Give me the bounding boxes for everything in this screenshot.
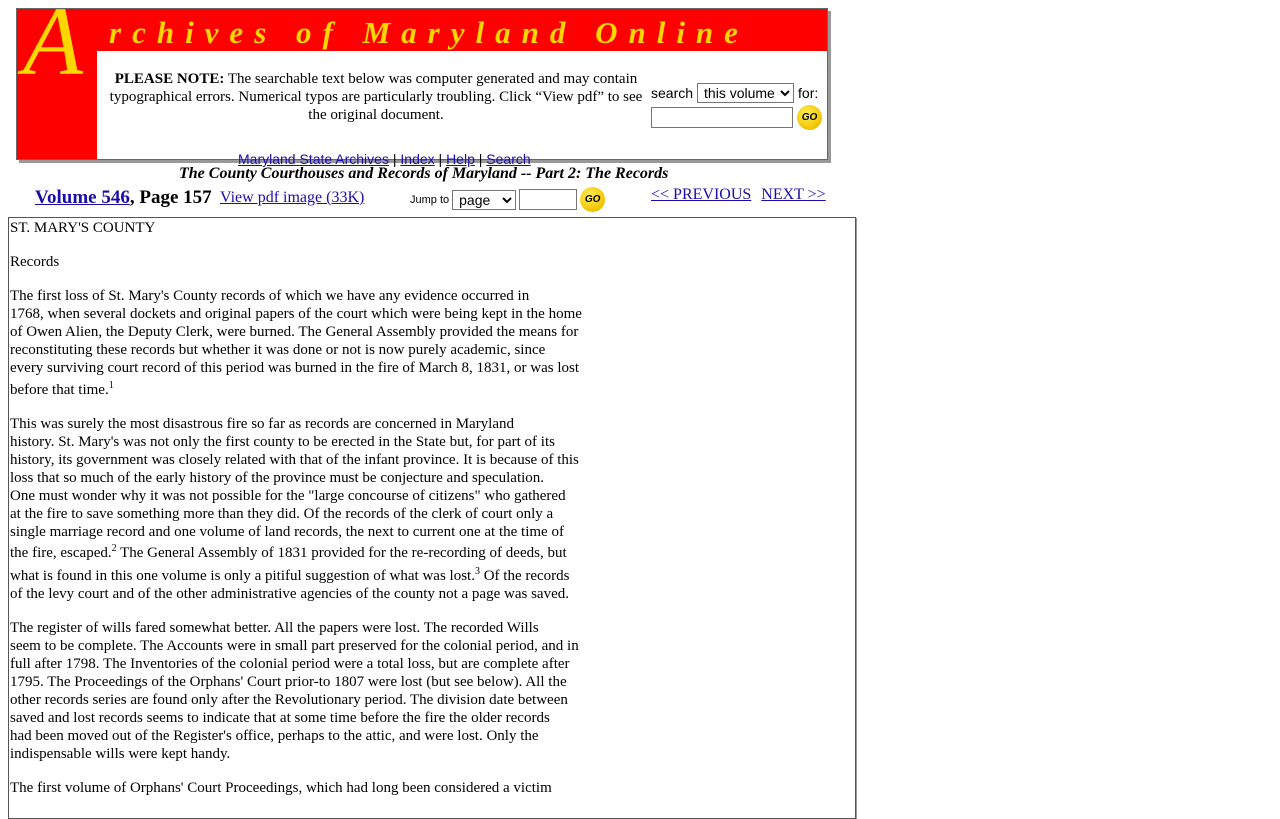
typo-notice <box>99 70 653 124</box>
text-line: history. St. Mary's was not only the first county to be erected in the State but, for part of its <box>10 434 555 450</box>
text-line: of the levy court and of the other administrative agencies of the county not a page was saved. <box>10 586 569 602</box>
search-form <box>651 83 829 130</box>
section-subheading: Records <box>10 254 60 270</box>
footnote-marker[interactable]: 2 <box>111 543 117 554</box>
search-go-button[interactable]: GO <box>797 105 822 130</box>
jump-type-select[interactable] <box>452 190 516 210</box>
paragraph-4 <box>10 779 854 797</box>
search-label: search <box>651 85 694 101</box>
jump-page-input[interactable] <box>519 189 577 210</box>
footnote-marker[interactable]: 3 <box>474 566 480 577</box>
text-line: seem to be complete. The Accounts were in small part preserved for the colonial period, and in <box>10 638 579 654</box>
paragraph-1 <box>10 287 854 399</box>
text-line: every surviving court record of this period was burned in the fire of March 8, 1831, or was lost <box>10 360 580 376</box>
search-input[interactable] <box>651 107 793 128</box>
text-line: The first volume of Orphans' Court Proceedings, which had long been considered a victim <box>10 780 552 796</box>
text-line: full after 1798. The Inventories of the colonial period were a total loss, but are complete after <box>10 656 570 672</box>
text-line: before that time.$^1$ <box>10 380 114 398</box>
text-line: single marriage record and one volume of land records, the next to current one at the time of <box>10 524 564 540</box>
nav-link-maryland-state-archives[interactable]: Maryland State Archives <box>238 151 389 167</box>
text-line: saved and lost records seems to indicate that at some time before the fire the older records <box>10 710 550 726</box>
text-line: what is found in this one volume is only a pitiful suggestion of what was lost.$^3$ Of the records <box>10 566 570 584</box>
paragraph-3 <box>10 619 854 763</box>
view-pdf-link[interactable]: View pdf image (33K) <box>220 189 365 206</box>
jump-form <box>410 187 605 212</box>
next-page-link[interactable]: NEXT >> <box>761 186 826 203</box>
logo-letter: A <box>23 0 83 96</box>
volume-page-heading <box>35 187 212 209</box>
nav-link-search[interactable]: Search <box>486 151 531 167</box>
part-title: The County Courthouses and Records of Maryland -- Part 2: The Records <box>179 165 669 182</box>
notice-text: The searchable text below was computer generated and may contain typographical errors. Numerical typos are particularly troubling. Click “View pdf” to see the original document. <box>109 71 643 123</box>
text-line: history, its government was closely related with that of the infant province. It is because of this <box>10 452 579 468</box>
site-banner <box>16 0 828 167</box>
text-line: reconstituting these records but whether it was done or not is now purely academic, since <box>10 342 546 358</box>
page-navigation <box>651 186 832 204</box>
page-number-text: , Page 157 <box>129 187 212 208</box>
text-line: This was surely the most disastrous fire so far as records are concerned in Maryland <box>10 416 515 432</box>
text-line: loss that so much of the early history of the province must be conjecture and speculation. <box>10 470 545 486</box>
page-text-panel <box>8 217 856 819</box>
top-nav: Maryland State Archives | Index | Help | Search <box>238 151 531 167</box>
banner-body <box>97 51 827 167</box>
text-line: of Owen Alien, the Deputy Clerk, were burned. The General Assembly provided the means for <box>10 324 579 340</box>
nav-link-index[interactable]: Index <box>400 151 435 167</box>
volume-link[interactable]: Volume 546 <box>35 187 130 208</box>
text-line: at the fire to save something more than they did. Of the records of the clerk of court only a <box>10 506 554 522</box>
section-heading: ST. MARY'S COUNTY <box>10 220 156 236</box>
text-line: 1768, when several dockets and original papers of the court which were being kept in the home <box>10 306 582 322</box>
nav-link-help[interactable]: Help <box>446 151 475 167</box>
text-line: The first loss of St. Mary's County records of which we have any evidence occurred in <box>10 288 530 304</box>
jump-label: Jump to <box>410 193 450 206</box>
paragraph-2 <box>10 415 854 603</box>
text-line: The register of wills fared somewhat better. All the papers were lost. The recorded Wills <box>10 620 539 636</box>
footnote-marker[interactable]: 1 <box>108 380 114 391</box>
text-line: had been moved out of the Register's office, perhaps to the attic, and were lost. Only the <box>10 728 539 744</box>
text-line: other records series are found only after the Revolutionary period. The division date between <box>10 692 568 708</box>
notice-label: PLEASE NOTE: <box>114 71 225 87</box>
search-for-label: for: <box>798 85 819 101</box>
jump-go-button[interactable]: GO <box>580 187 605 212</box>
text-line: 1795. The Proceedings of the Orphans' Court prior-to 1807 were lost (but see below). All the <box>10 674 567 690</box>
site-title: rchives of Maryland Online <box>109 15 749 50</box>
text-line: One must wonder why it was not possible for the "large concourse of citizens" who gathered <box>10 488 566 504</box>
previous-page-link[interactable]: << PREVIOUS <box>651 186 752 203</box>
text-line: the fire, escaped.$^2$ The General Assembly of 1831 provided for the re-recording of deeds, but <box>10 543 567 561</box>
text-line: indispensable wills were kept handy. <box>10 746 231 762</box>
search-scope-select[interactable] <box>697 83 794 103</box>
